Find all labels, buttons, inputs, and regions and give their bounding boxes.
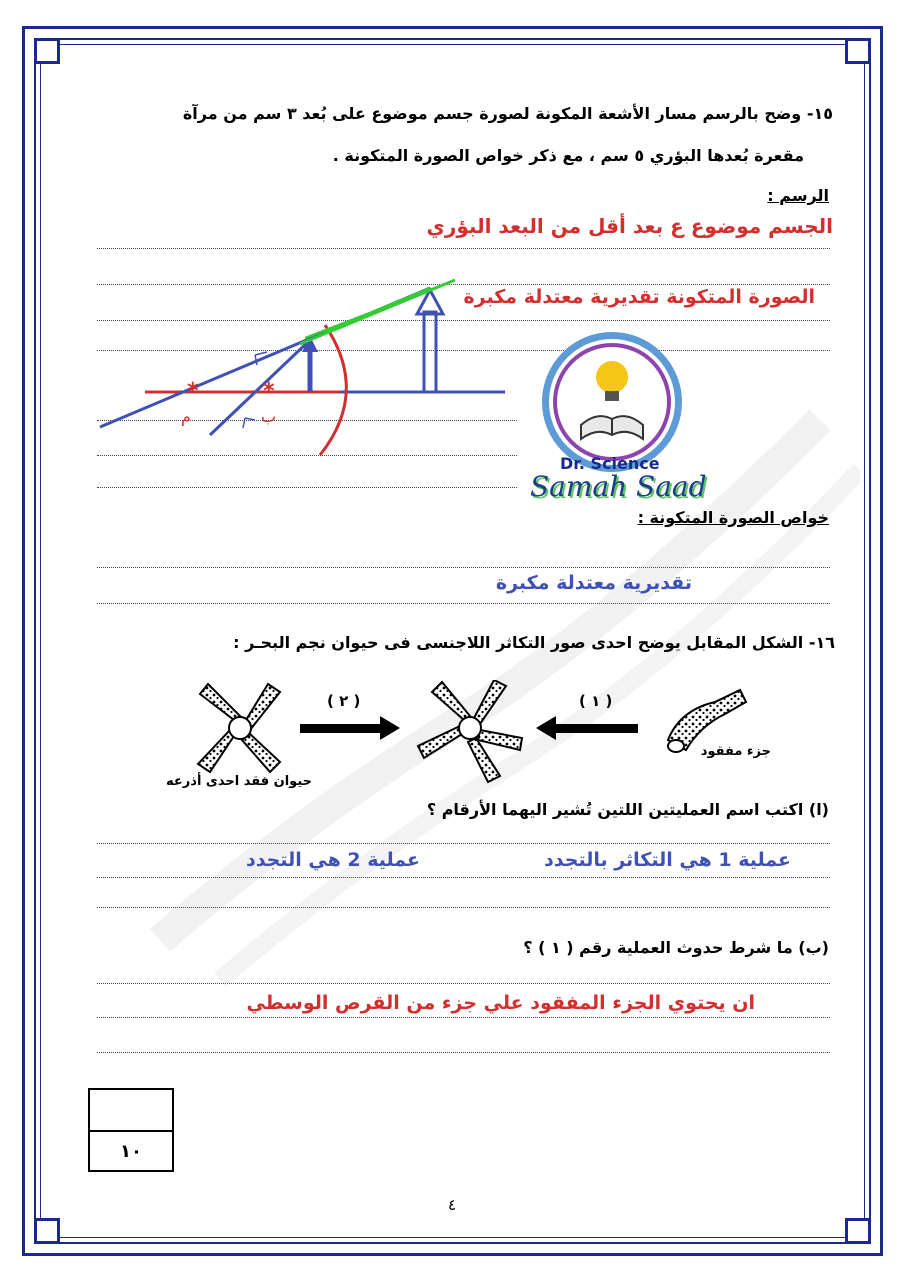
score-box	[88, 1088, 174, 1172]
ray-diagram	[95, 270, 515, 460]
dotted-line	[97, 248, 830, 249]
frame-corner	[845, 38, 871, 64]
answer-object-position: الجسم موضوع ع بعد أقل من البعد البؤري	[426, 214, 833, 238]
dotted-line	[97, 843, 830, 844]
extension-line	[325, 288, 430, 332]
answer-a2: عملية 2 هي التجدد	[245, 849, 420, 871]
dotted-line	[97, 907, 830, 908]
lightbulb-book-icon	[579, 355, 645, 447]
center-mark: *	[187, 379, 199, 404]
logo-text-1: Dr. Science	[560, 454, 660, 473]
dotted-line	[97, 487, 517, 488]
q15-line2: مقعرة بُعدها البؤري ٥ سم ، مع ذكر خواص الصورة المتكونة .	[332, 146, 804, 165]
arrow-2-head	[380, 716, 400, 740]
dotted-line	[97, 603, 830, 604]
animal-caption: حيوان فقد احدى أذرعه	[166, 774, 312, 789]
properties-label: خواص الصورة المتكونة :	[637, 508, 829, 527]
starfish-missing-arm	[198, 684, 280, 772]
page-number: ٤	[448, 1196, 457, 1214]
arrow-2-shaft	[300, 724, 384, 733]
q15-line1: ١٥- وضح بالرسم مسار الأشعة المكونة لصورة جسم موضوع على بُعد ٣ سم من مرآة	[182, 104, 833, 123]
answer-properties: تقديرية معتدلة مكبرة	[495, 572, 692, 594]
concave-mirror	[320, 325, 346, 455]
answer-b: ان يحتوي الجزء المفقود علي جزء من القرص الوسطي	[246, 992, 755, 1014]
dotted-line	[97, 877, 830, 878]
question-a: (ا) اكتب اسم العمليتين اللتين تُشير اليهما الأرقام ؟	[426, 800, 829, 819]
dotted-line	[97, 1017, 830, 1018]
dotted-line	[97, 567, 830, 568]
q16-title: ١٦- الشكل المقابل يوضح احدى صور التكاثر اللاجنسى فى حيوان نجم البحـر :	[233, 633, 835, 652]
logo-circle	[542, 332, 682, 472]
focus-mark: *	[263, 379, 275, 404]
score-total: ١٠	[120, 1141, 142, 1162]
drawing-label: الرسم :	[767, 186, 829, 205]
question-b: (ب) ما شرط حدوث العملية رقم ( ١ ) ؟	[523, 938, 829, 957]
score-empty-cell	[90, 1090, 172, 1132]
lost-arm-disc	[668, 740, 684, 752]
arrow-1-label: ( ١ )	[579, 692, 613, 710]
frame-corner	[34, 1218, 60, 1244]
lost-part-caption: جزء مفقود	[700, 744, 771, 759]
image-arrow	[424, 312, 436, 392]
logo-text-2: Samah Saad	[530, 470, 707, 503]
frame-corner	[845, 1218, 871, 1244]
arrow-1-head	[536, 716, 556, 740]
answer-a1: عملية 1 هي التكاثر بالتجدد	[544, 849, 791, 871]
focus-label: ب	[261, 407, 277, 426]
starfish-regenerated	[418, 680, 522, 782]
arrow-1-shaft	[552, 724, 638, 733]
answer-image-nature: الصورة المتكونة تقديرية معتدلة مكبرة	[463, 286, 815, 308]
dotted-line	[97, 983, 830, 984]
arrow-2-label: ( ٢ )	[327, 692, 361, 710]
frame-corner	[34, 38, 60, 64]
center-label: م	[181, 407, 191, 426]
tick-mark	[243, 418, 255, 428]
dotted-line	[97, 1052, 830, 1053]
